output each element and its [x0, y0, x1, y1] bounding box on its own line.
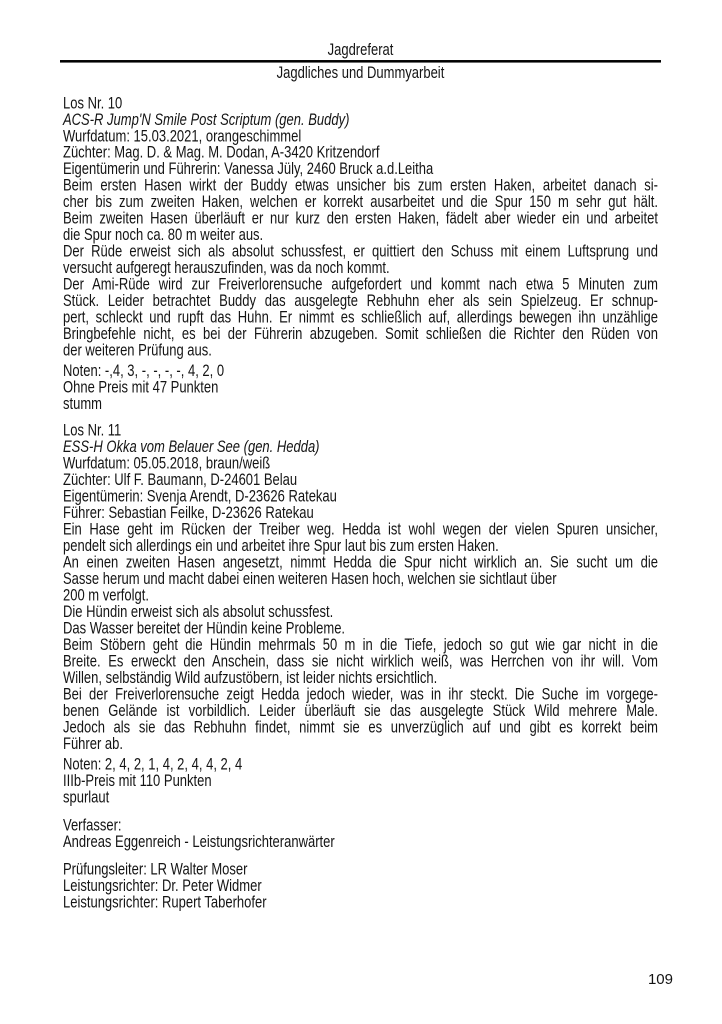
report-content — [63, 41, 658, 910]
section-los-10-noten — [63, 362, 658, 411]
dog-name-line: ESS-H Okka vom Belauer See (gen. Hedda) — [63, 436, 320, 456]
page-subtitle: Jagdliches und Dummyarbeit — [276, 62, 445, 82]
text-line: Sasse herum und macht dabei einen weiteren Hasen hoch, welchen sie sichtlaut über — [63, 568, 557, 588]
text-line: Noten: 2, 4, 2, 1, 4, 2, 4, 4, 2, 4 — [63, 754, 243, 774]
text-line: Noten: -,4, 3, -, -, -, -, 4, 2, 0 — [63, 360, 225, 380]
text-line: Beim ersten Hasen wirkt der Buddy etwas unsicher bis zum ersten Haken, arbeitet danach si- — [63, 175, 658, 195]
text-line: Andreas Eggenreich - Leistungsrichteranwärter — [63, 831, 335, 851]
section-richter — [63, 861, 658, 910]
text-line: Beim Stöbern geht die Hündin mehrmals 50 m in die Tiefe, jedoch so gut wie gar nicht in die — [63, 634, 658, 654]
text-line: Bringbefehle nicht, es bei der Führerin abzugeben. Somit schließen die Richter den Rüden von — [63, 323, 658, 344]
text-line: Die Hündin erweist sich als absolut schussfest. — [63, 601, 334, 621]
text-line: An einen zweiten Hasen angesetzt, nimmt Hedda die Spur nicht wirklich an. Sie sucht um die — [63, 552, 658, 572]
text-line: Der Rüde erweist sich als absolut schussfest, er quittiert den Schuss mit einem Luftsprung und — [63, 241, 658, 261]
text-line: Züchter: Ulf F. Baumann, D-24601 Belau — [63, 469, 298, 489]
text-line: Das Wasser bereitet der Hündin keine Probleme. — [63, 618, 346, 638]
section-los-10 — [63, 94, 658, 358]
text-line: Ohne Preis mit 47 Punkten — [63, 377, 219, 397]
text-line: Breite. Es erweckt den Anschein, dass sie nicht wirklich weiß, was Herrchen von ihr will. Vom — [63, 651, 658, 671]
text-line: Bei der Freiverlorensuche zeigt Hedda jedoch wieder, was in ihr steckt. Die Suche im vorgege- — [63, 684, 658, 704]
text-line: Wurfdatum: 15.03.2021, orangeschimmel — [63, 126, 302, 146]
text-line: Führer: Sebastian Feilke, D-23626 Ratekau — [63, 502, 314, 522]
text-line: Ein Hase geht im Rücken der Treiber weg. Hedda ist wohl wegen der vielen Spuren unsicher, — [63, 519, 658, 539]
text-line: pendelt sich allerdings ein und arbeitet ihre Spur laut bis zum ersten Haken. — [63, 535, 499, 555]
text-line: Wurfdatum: 05.05.2018, braun/weiß — [63, 453, 271, 473]
text-line: spurlaut — [63, 787, 110, 807]
text-line: stumm — [63, 393, 102, 413]
text-line: Willen, selbständig Wild aufzustöbern, ist leider nichts ersichtlich. — [63, 667, 438, 687]
page-title: Jagdreferat — [327, 39, 394, 59]
text-line: Eigentümerin und Führerin: Vanessa Jüly, 2460 Bruck a.d.Leitha — [63, 159, 434, 179]
text-line: die Spur noch ca. 80 m weiter aus. — [63, 225, 264, 245]
report-body — [63, 94, 658, 910]
text-line: pert, schleckt und rupft das Huhn. Er nimmt es schließlich auf, allerdings bewegen ihn unzählige — [63, 307, 658, 327]
text-line: Verfasser: — [63, 815, 122, 835]
page-number: 109 — [647, 971, 673, 988]
text-line: Prüfungsleiter: LR Walter Moser — [63, 859, 248, 879]
text-line: cher bis zum zweiten Haken, welchen er korrekt ausarbeitet und die Spur 150 m sehr gut hält. — [63, 192, 658, 212]
text-line: Der Ami-Rüde wird zur Freiverlorensuche aufgefordert und kommt nach etwa 5 Minuten zum — [63, 274, 658, 294]
text-line: Los Nr. 11 — [63, 420, 122, 440]
text-line: benen Gelände ist vorbildlich. Leider überläuft sie das ausgelegte Stück Wild mehrere Male. — [63, 700, 658, 720]
section-los-11-noten — [63, 754, 658, 807]
text-line: versucht aufgeregt herauszufinden, was da noch kommt. — [63, 257, 390, 278]
text-line: Eigentümerin: Svenja Arendt, D-23626 Ratekau — [63, 486, 337, 506]
section-los-11 — [63, 422, 658, 752]
text-line: Stück. Leider betrachtet Buddy das ausgelegte Rebhuhn eher als sein Spielzeug. Er schnup- — [63, 290, 658, 311]
text-line: Führer ab. — [63, 733, 123, 753]
text-line: Los Nr. 10 — [63, 93, 123, 113]
text-line: 200 m verfolgt. — [63, 585, 149, 605]
dog-name-line: ACS-R Jump'N Smile Post Scriptum (gen. Buddy) — [63, 109, 350, 129]
text-line: Züchter: Mag. D. & Mag. M. Dodan, A-3420 Kritzendorf — [63, 142, 380, 162]
text-line: der weiteren Prüfung aus. — [63, 340, 212, 360]
text-line: Leistungsrichter: Rupert Taberhofer — [63, 892, 267, 912]
text-line: Jedoch als sie das Rebhuhn findet, nimmt sie es unverzüglich auf und gibt es korrekt beim — [63, 717, 658, 737]
text-line: Leistungsrichter: Dr. Peter Widmer — [63, 876, 262, 896]
section-verfasser — [63, 816, 658, 849]
text-line: Beim zweiten Hasen überläuft er nur kurz den ersten Haken, fädelt aber wieder ein und arbeitet — [63, 208, 658, 228]
text-line: IIIb-Preis mit 110 Punkten — [63, 770, 212, 790]
